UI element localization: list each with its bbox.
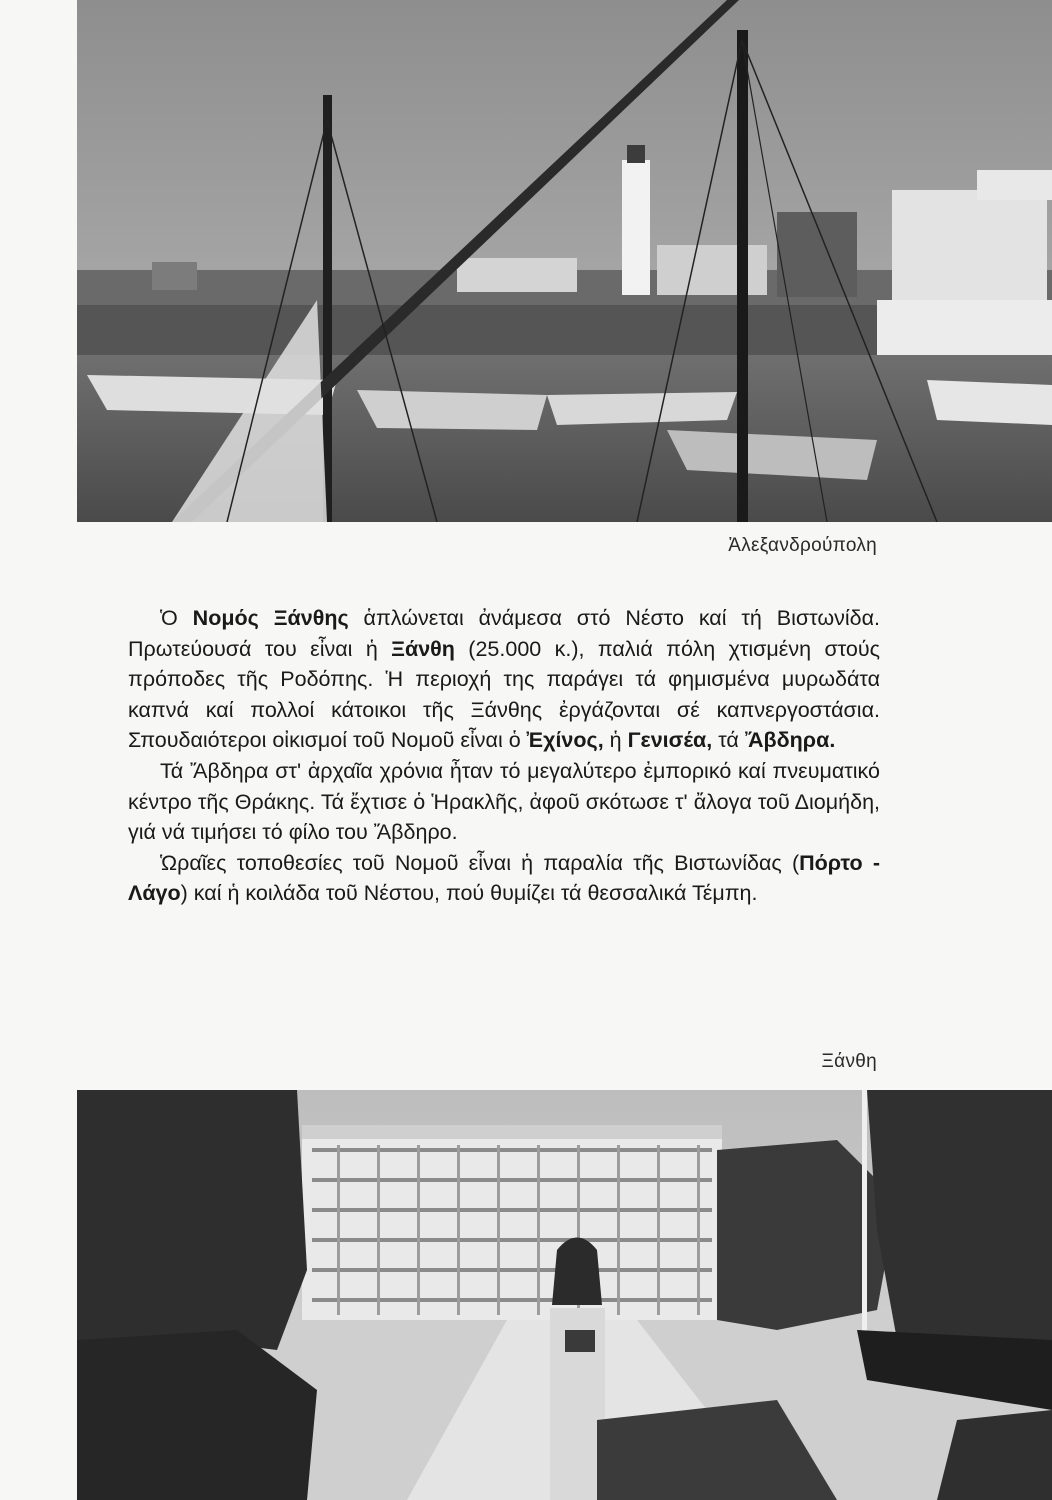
building-photo-illustration xyxy=(77,1090,1052,1500)
paragraph-2 xyxy=(128,756,880,848)
text-run: Ὡραῖες τοποθεσίες τοῦ Νομοῦ εἶναι ἡ παραλία τῆς Βιστωνίδας ( xyxy=(160,850,800,875)
alexandroupoli-harbour-photo xyxy=(77,0,1052,522)
text-run: Ὁ xyxy=(160,606,193,630)
text-run: (25.000 κ.), παλιά πόλη χτισμένη στούς πρόποδες τῆς Ροδόπης. Ἡ περιοχή της παράγει τά φημισμένα μυρωδάτα καπνά καί πολλοί κάτοικοι τῆς Ξάνθης ἐργάζονται σέ καπνεργοστάσια. Σπουδαιότεροι οἰκισμοί τοῦ Νομοῦ εἶναι ὁ xyxy=(128,636,880,753)
bold-term: Γενισέα, xyxy=(627,728,713,753)
paragraph-1 xyxy=(128,603,880,756)
text-run: ἡ xyxy=(603,728,628,753)
photo-caption-bottom: Ξάνθη xyxy=(821,1051,877,1072)
bold-term: Ἐχίνος, xyxy=(526,728,604,753)
text-run: Τά Ἄβδηρα στ' ἀρχαῖα χρόνια ἦταν τό μεγαλύτερο ἐμπορικό καί πνευματικό κέντρο τῆς Θράκης. Τά ἔχτισε ὁ Ἡρακλῆς, ἀφοῦ σκότωσε τ' ἄλογα τοῦ Διομήδη, γιά νά τιμήσει τό φίλο του Ἄβδηρο. xyxy=(128,758,880,845)
article-text xyxy=(128,603,880,909)
bold-term: Νομός Ξάνθης xyxy=(192,606,349,630)
xanthi-building-photo xyxy=(77,1090,1052,1500)
photo-caption-top: Ἀλεξανδρούπολη xyxy=(728,535,877,556)
harbour-photo-illustration xyxy=(77,0,1052,522)
text-run: τά xyxy=(712,728,745,753)
text-run: ) καί ἡ κοιλάδα τοῦ Νέστου, πού θυμίζει τά θεσσαλικά Τέμπη. xyxy=(180,881,758,906)
bold-term: Ξάνθη xyxy=(391,636,455,661)
text-run: ἁπλώνεται ἀνάμεσα στό Νέστο καί τή Βιστωνίδα. Πρωτεύουσά του εἶναι ἡ xyxy=(128,606,881,661)
bold-term: Ἄβδηρα. xyxy=(744,728,836,753)
paragraph-3 xyxy=(128,848,880,909)
bold-term: Πόρτο - Λάγο xyxy=(128,850,880,906)
